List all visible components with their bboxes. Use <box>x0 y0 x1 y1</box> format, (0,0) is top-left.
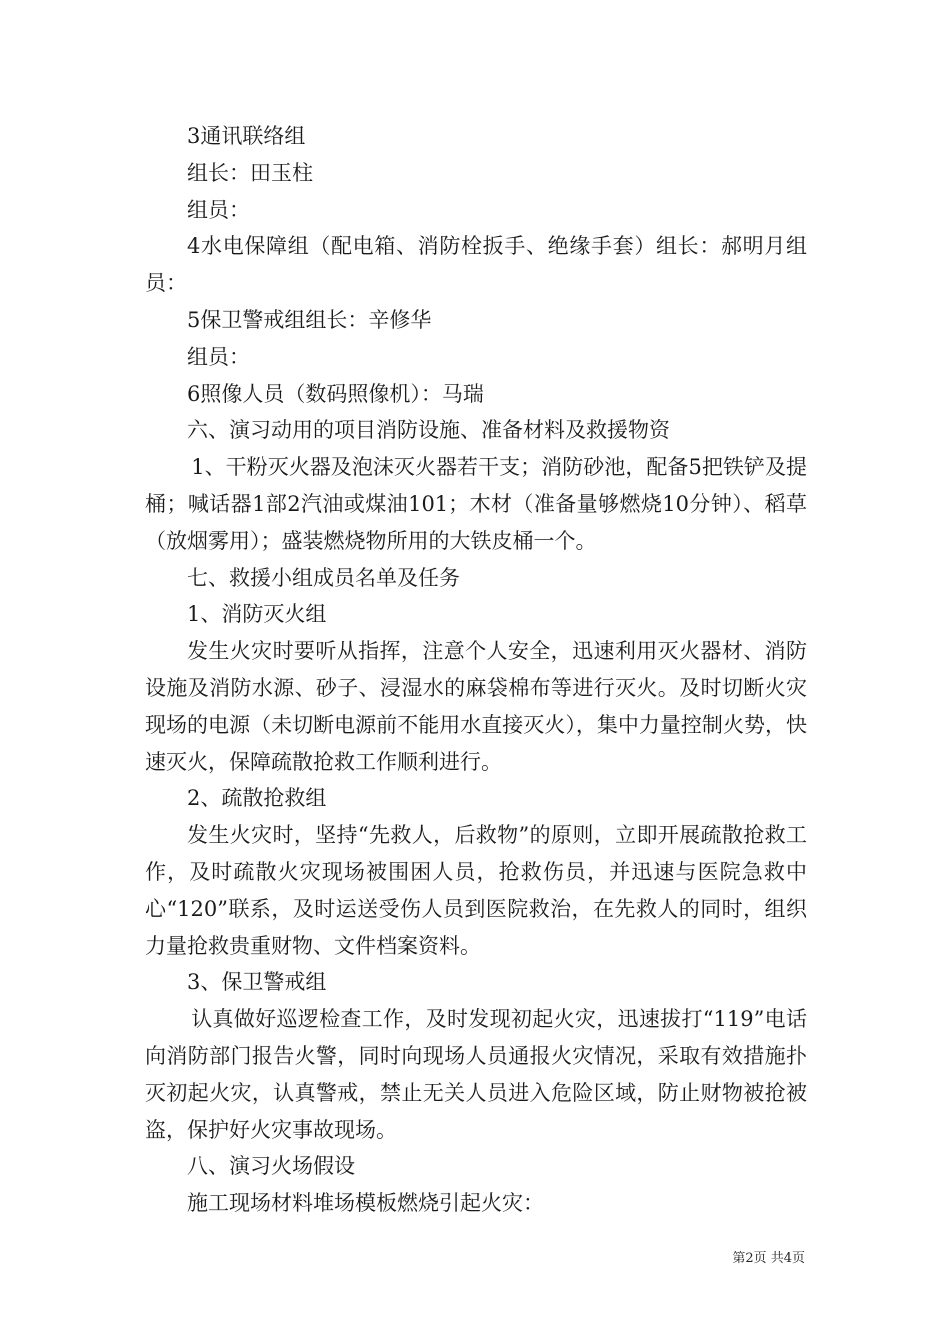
photography-staff: 6照像人员（数码照像机）：马瑞 <box>187 381 484 406</box>
firefighting-group-duties: 发生火灾时要听从指挥，注意个人安全，迅速利用灭火器材、消防设施及消防水源、砂子、浸湿水的麻袋棉布等进行灭火。及时切断火灾现场的电源（未切断电源前不能用水直接灭火），集中力量控制火势，快速灭火，保障疏散抢救工作顺利进行。 <box>145 639 807 774</box>
materials-paragraph: 1、干粉灭火器及泡沫灭火器若干支；消防砂池，配备5把铁铲及提桶；喊话器1部2汽油或煤油101；木材（准备量够燃烧10分钟）、稻草（放烟雾用）；盛装燃烧物所用的大铁皮桶一个。 <box>145 455 807 553</box>
section-heading-comms-group: 3通讯联络组 <box>187 124 306 148</box>
subheading-firefighting-group: 1、消防灭火组 <box>187 602 327 627</box>
security-group-members: 组员： <box>187 344 250 369</box>
subheading-security-group: 3、保卫警戒组 <box>187 970 327 995</box>
fire-scenario-line: 施工现场材料堆场模板燃烧引起火灾： <box>187 1191 544 1216</box>
security-group-leader: 5保卫警戒组组长：辛修华 <box>187 307 432 332</box>
section-heading-seven: 七、救援小组成员名单及任务 <box>187 565 460 590</box>
security-group-duties: 认真做好巡逻检查工作，及时发现初起火灾，迅速拔打“119”电话向消防部门报告火警，同时向现场人员通报火灾情况，采取有效措施扑灭初起火灾，认真警戒，禁止无关人员进入危险区域，防止财物被抢被盗，保护好火灾事故现场。 <box>145 1007 807 1142</box>
page-number-footer: 第2页 共4页 <box>732 1251 805 1266</box>
utility-group-line: 4水电保障组（配电箱、消防栓扳手、绝缘手套）组长：郝明月组员： <box>145 234 807 296</box>
section-heading-eight: 八、演习火场假设 <box>187 1154 355 1179</box>
subheading-evacuation-group: 2、疏散抢救组 <box>187 786 327 811</box>
document-body <box>145 118 807 1222</box>
comms-group-members: 组员： <box>187 197 250 222</box>
evacuation-group-duties: 发生火灾时，坚持“先救人，后救物”的原则，立即开展疏散抢救工作，及时疏散火灾现场被围困人员，抢救伤员，并迅速与医院急救中心“120”联系，及时运送受伤人员到医院救治，在先救人的同时，组织力量抢救贵重财物、文件档案资料。 <box>145 823 807 958</box>
comms-group-leader: 组长：田玉柱 <box>187 160 313 185</box>
section-heading-six: 六、演习动用的项目消防设施、准备材料及救援物资 <box>187 418 670 443</box>
